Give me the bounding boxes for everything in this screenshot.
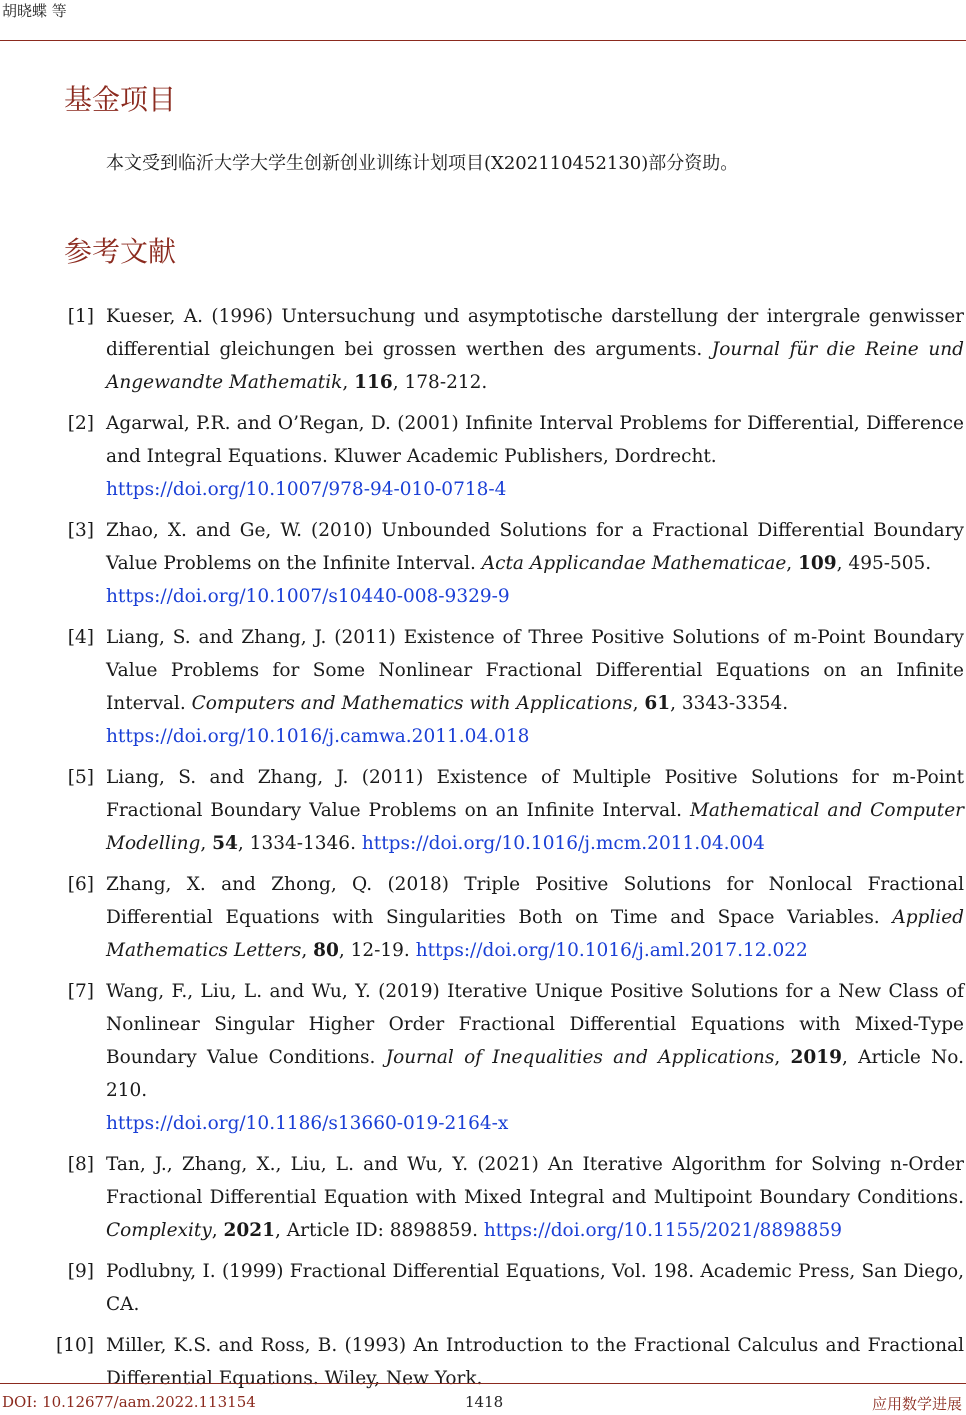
reference-doi-link[interactable]: https://doi.org/10.1007/s10440-008-9329-9 [106,586,510,607]
funding-title: 基金项目 [64,83,177,116]
reference-volume: 54 [212,833,238,854]
reference-text: Miller, K.S. and Ross, B. (1993) An Introduction to the Fractional Calculus and Fractional Differential Equations. Wiley, New York. [106,1335,964,1389]
reference-journal: Applied Mathematics Letters [106,907,964,961]
reference-number: [10] [56,1335,94,1356]
reference-item [0,975,964,1140]
reference-separator: , [774,1047,791,1068]
reference-volume: 2019 [790,1047,842,1068]
reference-text: Liang, S. and Zhang, J. (2011) Existence of Multiple Positive Solutions for m-Point Fractional Boundary Value Problems on an Infinite Interval. [106,767,964,821]
reference-journal: Journal of Inequalities and Applications [385,1047,775,1068]
reference-journal: Acta Applicandae Mathematicae [481,553,787,574]
reference-number: [9] [67,1261,94,1282]
reference-item [0,514,964,613]
reference-text: Kueser, A. (1996) Untersuchung und asymptotische darstellung der intergrale genwisser differential gleichungen bei grossen werthen des arguments. [106,306,964,360]
references-title: 参考文献 [64,235,177,268]
reference-text: Wang, F., Liu, L. and Wu, Y. (2019) Iterative Unique Positive Solutions for a New Class of Nonlinear Singular Higher Order Fractional Differential Equations with Mixed-Type Boundary Value Conditions. [106,981,964,1068]
reference-volume: 109 [798,553,837,574]
page-header [0,0,966,41]
reference-item [0,407,964,506]
page-footer [0,1383,966,1415]
reference-number: [1] [67,306,94,327]
reference-journal: Computers and Mathematics with Applications [191,693,633,714]
reference-text: Podlubny, I. (1999) Fractional Differential Equations, Vol. 198. Academic Press, San Diego, CA. [106,1261,964,1315]
reference-text: Tan, J., Zhang, X., Liu, L. and Wu, Y. (2021) An Iterative Algorithm for Solving n-Order Fractional Differential Equation with Mixed Integral and Multipoint Boundary Conditions. [106,1154,964,1208]
reference-separator: , [301,940,314,961]
reference-number: [3] [67,520,94,541]
reference-number: [4] [67,627,94,648]
reference-doi-link[interactable]: https://doi.org/10.1016/j.mcm.2011.04.004 [361,833,765,854]
reference-item [0,621,964,753]
reference-journal: Mathematical and Computer Modelling [106,800,964,854]
reference-text: Agarwal, P.R. and O’Regan, D. (2001) Infinite Interval Problems for Differential, Difference and Integral Equations. Kluwer Academic Publishers, Dordrecht. [106,413,964,467]
reference-volume: 116 [354,372,393,393]
reference-number: [6] [67,874,94,895]
reference-journal: Journal für die Reine und Angewandte Mathematik [106,339,964,393]
reference-doi-link[interactable]: https://doi.org/10.1155/2021/8898859 [483,1220,842,1241]
reference-separator: , [342,372,355,393]
reference-pages: , 495-505. [836,553,932,574]
reference-item [0,1148,964,1247]
funding-text: 本文受到临沂大学大学生创新创业训练计划项目(X202110452130)部分资助。 [106,153,739,174]
reference-pages: , 178-212. [392,372,488,393]
reference-journal: Complexity [106,1220,212,1241]
reference-text: Liang, S. and Zhang, J. (2011) Existence of Three Positive Solutions of m-Point Boundary Value Problems for Some Nonlinear Fractional Differential Equations on an Infinite Interval. [106,627,964,714]
reference-pages: , Article ID: 8898859. [275,1220,484,1241]
reference-volume: 61 [644,693,671,714]
reference-text: Zhao, X. and Ge, W. (2010) Unbounded Solutions for a Fractional Differential Boundary Value Problems on the Infinite Interval. [106,520,964,574]
reference-pages: , 1334-1346. [237,833,362,854]
reference-item [0,868,964,967]
reference-doi-link[interactable]: https://doi.org/10.1186/s13660-019-2164-x [106,1113,509,1134]
reference-number: [7] [67,981,94,1002]
reference-text: Zhang, X. and Zhong, Q. (2018) Triple Positive Solutions for Nonlocal Fractional Differential Equations with Singularities Both on Time and Space Variables. [106,874,964,928]
reference-doi-link[interactable]: https://doi.org/10.1007/978-94-010-0718-4 [106,479,507,500]
reference-pages: , 3343-3354. [670,693,789,714]
reference-volume: 80 [313,940,339,961]
reference-separator: , [211,1220,224,1241]
reference-separator: , [200,833,213,854]
reference-volume: 2021 [223,1220,276,1241]
reference-number: [2] [67,413,94,434]
footer-journal-name: 应用数学进展 [871,1395,962,1413]
reference-separator: , [786,553,799,574]
reference-item [0,1255,964,1321]
reference-pages: , Article No. 210. [106,1047,964,1101]
reference-separator: , [632,693,645,714]
reference-doi-link[interactable]: https://doi.org/10.1016/j.camwa.2011.04.018 [106,726,530,747]
reference-list [0,300,966,1403]
reference-pages: , 12-19. [338,940,416,961]
reference-item [0,761,964,860]
reference-number: [5] [67,767,94,788]
header-author: 胡晓蝶 等 [2,2,67,20]
reference-item [0,300,964,399]
reference-number: [8] [67,1154,94,1175]
footer-page-number: 1418 [465,1393,504,1411]
footer-doi[interactable]: DOI: 10.12677/aam.2022.113154 [2,1393,256,1411]
reference-doi-link[interactable]: https://doi.org/10.1016/j.aml.2017.12.022 [415,940,808,961]
